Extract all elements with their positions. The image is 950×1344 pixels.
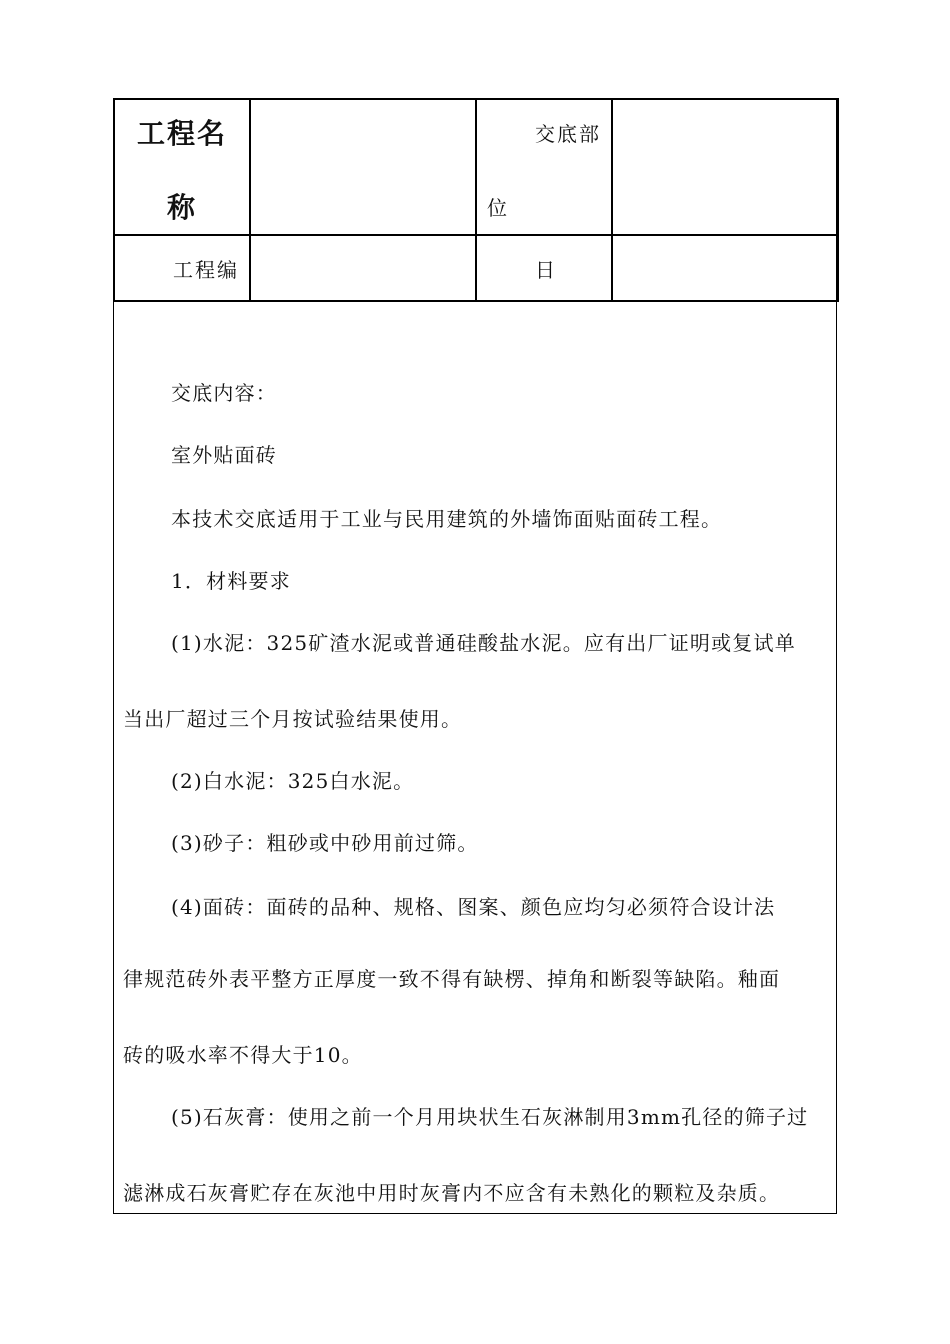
content-scope: 本技术交底适用于工业与民用建筑的外墙饰面贴面砖工程。 — [171, 507, 723, 531]
project-name-label-line2: 称 — [166, 191, 197, 224]
project-name-label-line1: 工程名 — [136, 117, 227, 150]
date-label-cell — [476, 235, 612, 301]
content-heading: 交底内容： — [171, 381, 277, 405]
item-2: (2)白水泥：325白水泥。 — [171, 769, 415, 793]
item-5-line-1: (5)石灰膏：使用之前一个月用块状生石灰淋制用3mm孔径的筛子过 — [171, 1105, 809, 1129]
item-5-line-2: 滤淋成石灰膏贮存在灰池中用时灰膏内不应含有未熟化的颗粒及杂质。 — [123, 1181, 781, 1205]
project-no-value-cell[interactable] — [250, 235, 476, 301]
item-3: (3)砂子：粗砂或中砂用前过筛。 — [171, 831, 479, 855]
item-4-line-2: 律规范砖外表平整方正厚度一致不得有缺楞、掉角和断裂等缺陷。釉面 — [123, 967, 781, 991]
section-1-title: 1．材料要求 — [171, 569, 291, 593]
content-subject: 室外贴面砖 — [171, 443, 277, 467]
disclosure-part-label-line2: 位 — [487, 196, 509, 220]
disclosure-part-label-cell — [476, 99, 612, 235]
date-value-cell[interactable] — [612, 235, 838, 301]
disclosure-part-value-cell[interactable] — [612, 99, 838, 235]
disclosure-part-label-line1: 交底部 — [535, 122, 601, 146]
project-name-label-cell — [114, 99, 250, 235]
project-no-label-cell — [114, 235, 250, 301]
project-no-label: 工程编 — [173, 258, 239, 282]
item-1-line-2: 当出厂超过三个月按试验结果使用。 — [123, 707, 463, 731]
item-4-line-1: (4)面砖：面砖的品种、规格、图案、颜色应均匀必须符合设计法 — [171, 895, 776, 919]
header-row-1 — [114, 99, 838, 235]
date-label: 日 — [535, 258, 557, 282]
item-4-line-3: 砖的吸水率不得大于10。 — [123, 1043, 363, 1067]
item-1-line-1: (1)水泥：325矿渣水泥或普通硅酸盐水泥。应有出厂证明或复试单 — [171, 631, 796, 655]
header-table — [113, 98, 839, 302]
project-name-value-cell[interactable] — [250, 99, 476, 235]
header-row-2 — [114, 235, 838, 301]
